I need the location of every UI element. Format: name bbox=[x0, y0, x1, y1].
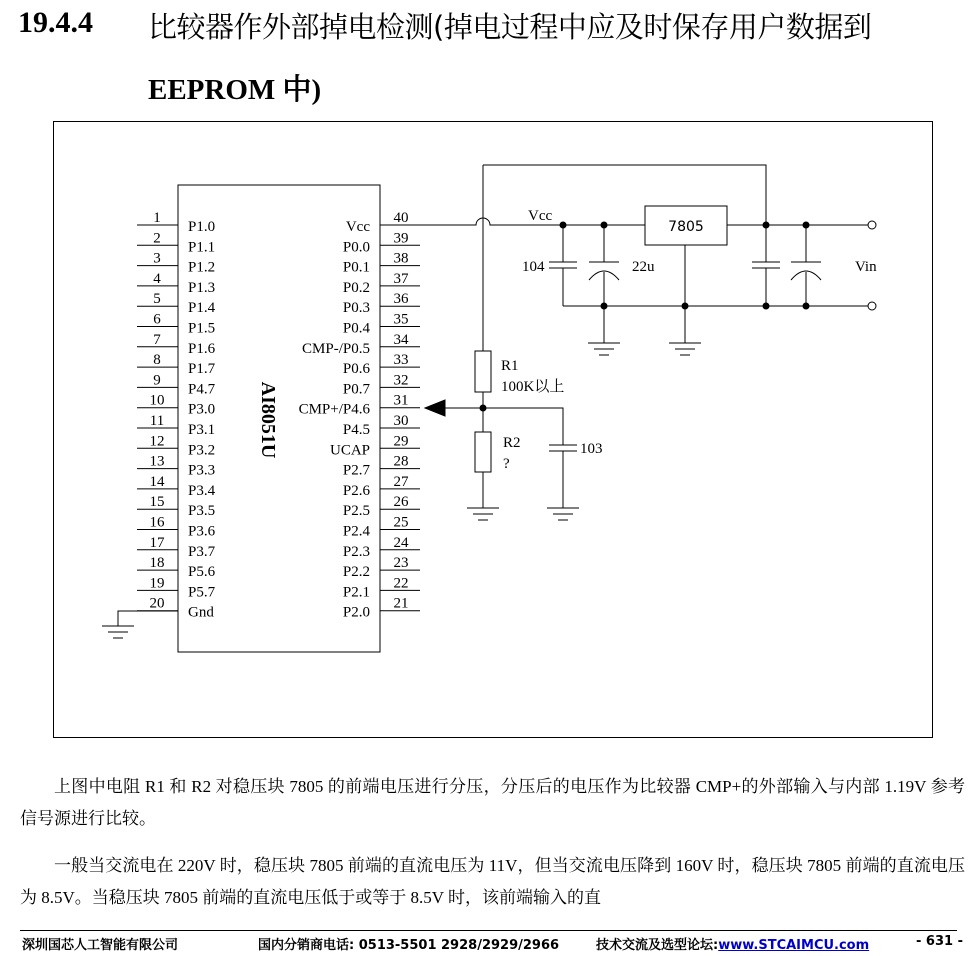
ground-icon bbox=[102, 626, 134, 638]
cap1-label: 104 bbox=[522, 259, 545, 275]
ground-icon bbox=[669, 343, 701, 355]
r1-label: R1 bbox=[501, 358, 519, 374]
pin-number: 25 bbox=[393, 514, 409, 531]
pin-number: 7 bbox=[153, 331, 161, 348]
pin-number: 12 bbox=[149, 433, 165, 450]
junction-dot bbox=[682, 303, 689, 310]
pin-label: P1.4 bbox=[188, 300, 216, 317]
ground-icon bbox=[467, 508, 499, 520]
pin-label: P3.0 bbox=[188, 401, 216, 418]
chip-name: AI8051U bbox=[257, 381, 279, 459]
pin-label: CMP-/P0.5 bbox=[302, 340, 370, 357]
gnd-wire bbox=[118, 611, 178, 626]
r2-value: ? bbox=[503, 456, 510, 472]
feedback-wire bbox=[483, 165, 766, 225]
pin-label: P1.3 bbox=[188, 279, 216, 296]
pin-label: P0.4 bbox=[342, 320, 370, 337]
junction-dot bbox=[763, 303, 770, 310]
footer-divider bbox=[20, 930, 957, 931]
resistor-r1 bbox=[475, 351, 491, 392]
cap-out bbox=[752, 225, 780, 306]
pin-label: P3.2 bbox=[188, 442, 216, 459]
pin-number: 1 bbox=[153, 210, 161, 226]
pin-label: P0.3 bbox=[342, 300, 370, 317]
pin-label: P0.1 bbox=[342, 259, 370, 276]
ground-icon bbox=[547, 508, 579, 520]
pin-number: 19 bbox=[149, 575, 165, 592]
pin-number: 37 bbox=[393, 270, 409, 287]
section-number: 19.4.4 bbox=[18, 6, 93, 39]
pin-label: P3.6 bbox=[188, 523, 216, 540]
pin-number: 33 bbox=[393, 352, 409, 369]
ground-icon bbox=[588, 343, 620, 355]
junction-dot bbox=[803, 303, 810, 310]
pin-label: P2.1 bbox=[342, 584, 370, 601]
pin-label: P1.7 bbox=[188, 361, 216, 378]
pin-label: P2.0 bbox=[342, 604, 370, 621]
pin-label: P1.5 bbox=[188, 320, 216, 337]
vin-terminal-bottom bbox=[868, 302, 876, 310]
pin-number: 16 bbox=[149, 514, 165, 531]
pin-number: 10 bbox=[149, 392, 165, 409]
pin-label: P5.7 bbox=[188, 584, 216, 601]
pin-number: 40 bbox=[393, 210, 409, 226]
pin-number: 34 bbox=[393, 331, 409, 348]
pin-number: 31 bbox=[393, 392, 409, 409]
pin-label: P0.2 bbox=[342, 279, 370, 296]
pin-number: 38 bbox=[393, 250, 409, 267]
cmp-arrow bbox=[425, 400, 445, 416]
junction-dot bbox=[560, 222, 567, 229]
junction-dot bbox=[763, 222, 770, 229]
pin-number: 36 bbox=[393, 291, 409, 308]
forum-link[interactable]: www.STCAIMCU.com bbox=[718, 938, 870, 953]
pin-number: 22 bbox=[393, 575, 409, 592]
pin-number: 3 bbox=[153, 250, 161, 267]
paragraph-1: 上图中电阻 R1 和 R2 对稳压块 7805 的前端电压进行分压，分压后的电压作为比较器 CMP+的外部输入与内部 1.19V 参考信号源进行比较。 bbox=[20, 777, 965, 828]
pin-number: 35 bbox=[393, 311, 409, 328]
r1-value: 100K以上 bbox=[501, 379, 565, 395]
pin-label: P3.1 bbox=[188, 422, 216, 438]
pin-label: P5.6 bbox=[188, 564, 216, 581]
pin-label: P2.5 bbox=[342, 503, 370, 520]
pin-label: P1.1 bbox=[188, 239, 216, 256]
footer-forum-label: 技术交流及选型论坛: bbox=[596, 938, 719, 953]
pin-label: P1.0 bbox=[188, 219, 216, 235]
pin-number: 20 bbox=[149, 595, 165, 612]
pin-label: P2.4 bbox=[342, 523, 370, 540]
pin-number: 15 bbox=[149, 494, 165, 511]
pin-number: 30 bbox=[393, 413, 409, 429]
pin-number: 11 bbox=[149, 413, 165, 429]
cap3-label: 103 bbox=[580, 441, 603, 457]
pin-label: P2.3 bbox=[342, 543, 370, 560]
pin-number: 2 bbox=[153, 230, 161, 247]
pin-number: 13 bbox=[149, 453, 165, 470]
pin-label: P1.6 bbox=[188, 340, 216, 357]
junction-dot bbox=[601, 222, 608, 229]
pin-label: P4.5 bbox=[342, 422, 370, 438]
pin-label: P0.0 bbox=[342, 239, 370, 256]
page-number: - 631 - bbox=[916, 934, 963, 949]
junction-dot bbox=[480, 405, 487, 412]
vin-label: Vin bbox=[855, 259, 877, 275]
resistor-r2 bbox=[475, 432, 491, 472]
regulator-label: 7805 bbox=[668, 219, 704, 235]
pin-number: 29 bbox=[393, 433, 409, 450]
paragraph-2: 一般当交流电在 220V 时，稳压块 7805 前端的直流电压为 11V，但当交流电压降到 160V 时，稳压块 7805 前端的直流电压为 8.5V。当稳压块 7805 前端的直流电压低于或等于 8.5V 时，该前端输入的直 bbox=[20, 856, 965, 907]
pin-number: 32 bbox=[393, 372, 409, 389]
pin-label: P4.7 bbox=[188, 381, 216, 398]
pin-number: 39 bbox=[393, 230, 409, 247]
junction-dot bbox=[601, 303, 608, 310]
pin-label: UCAP bbox=[329, 442, 370, 459]
pin-number: 21 bbox=[393, 595, 409, 612]
r2-label: R2 bbox=[503, 435, 521, 451]
pin-label: P0.6 bbox=[342, 361, 370, 378]
pin-number: 26 bbox=[393, 494, 409, 511]
vcc-label: Vcc bbox=[528, 208, 553, 224]
pin-label: P2.6 bbox=[342, 482, 370, 499]
pin-number: 5 bbox=[153, 291, 161, 308]
cap2-label: 22u bbox=[632, 259, 655, 275]
section-title-cont: EEPROM 中) bbox=[148, 74, 322, 106]
pin-number: 24 bbox=[393, 534, 409, 551]
section-title: 比较器作外部掉电检测(掉电过程中应及时保存用户数据到 bbox=[148, 10, 872, 44]
pin-number: 27 bbox=[393, 473, 409, 490]
pin-number: 6 bbox=[153, 311, 161, 328]
cap-electrolytic-out bbox=[791, 225, 821, 306]
junction-dot bbox=[803, 222, 810, 229]
pin-number: 17 bbox=[149, 534, 165, 551]
pin-label: Gnd bbox=[188, 604, 214, 621]
pin-label: Vcc bbox=[345, 219, 370, 235]
pin-label: P3.5 bbox=[188, 503, 216, 520]
cap-22u bbox=[589, 225, 619, 343]
pin-number: 8 bbox=[153, 352, 161, 369]
pin-number: 18 bbox=[149, 555, 165, 572]
pin-label: P1.2 bbox=[188, 259, 216, 276]
pin-number: 9 bbox=[153, 372, 161, 389]
footer-company: 深圳国芯人工智能有限公司 bbox=[22, 938, 179, 953]
pin-label: CMP+/P4.6 bbox=[298, 401, 370, 418]
pin-label: P2.7 bbox=[342, 462, 370, 479]
cap-103 bbox=[445, 408, 577, 508]
pin-label: P3.4 bbox=[188, 482, 216, 499]
pin-number: 23 bbox=[393, 555, 409, 572]
pin-number: 28 bbox=[393, 453, 409, 470]
pin-label: P3.3 bbox=[188, 462, 216, 479]
pin-label: P3.7 bbox=[188, 543, 216, 560]
pin-number: 14 bbox=[149, 473, 165, 490]
pin-label: P2.2 bbox=[342, 564, 370, 581]
pin-number: 4 bbox=[153, 270, 161, 287]
cap-104 bbox=[549, 225, 577, 306]
vin-terminal-top bbox=[868, 221, 876, 229]
pin-label: P0.7 bbox=[342, 381, 370, 398]
footer-phone: 国内分销商电话: 0513-5501 2928/2929/2966 bbox=[258, 938, 560, 953]
